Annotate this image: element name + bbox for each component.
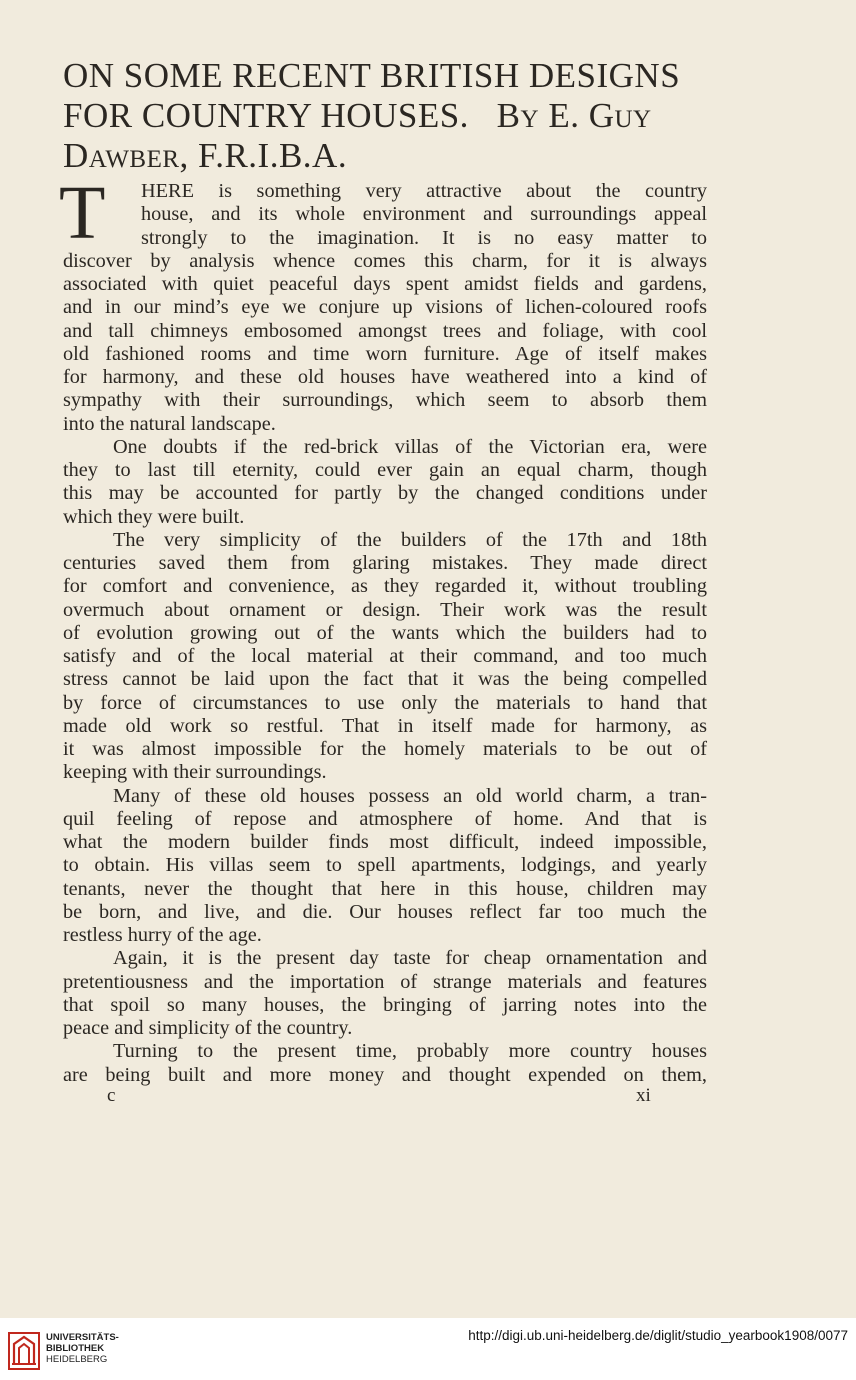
text-line: Again, it is the present day taste for cheap ornamentation and	[113, 947, 707, 970]
text-line: peace and simplicity of the country.	[63, 1017, 353, 1039]
library-name	[46, 1332, 119, 1365]
text-line: by force of circumstances to use only the materials to hand that	[63, 691, 707, 714]
text-line: what the modern builder finds most difficult, indeed impossible,	[63, 831, 707, 853]
text-line: HERE is something very attractive about the country	[141, 180, 707, 202]
text-line: centuries saved them from glaring mistakes. They made direct	[63, 552, 707, 574]
text-line: overmuch about ornament or design. Their work was the result	[63, 598, 707, 621]
article-title	[63, 56, 723, 176]
title-line-2-main: FOR COUNTRY HOUSES.	[63, 96, 469, 135]
text-line: old fashioned rooms and time worn furniture. Age of itself makes	[63, 342, 707, 365]
page-number: xi	[636, 1085, 651, 1106]
text-line: into the natural landscape.	[63, 412, 276, 435]
text-line: Turning to the present time, probably more country houses	[113, 1040, 707, 1063]
text-line: and tall chimneys embosomed amongst trees and foliage, with cool	[63, 319, 707, 342]
text-line: are being built and more money and thought expended on them,	[63, 1063, 707, 1086]
text-line: quil feeling of repose and atmosphere of home. And that is	[63, 807, 707, 830]
text-line: keeping with their surroundings.	[63, 761, 327, 784]
title-author-by: By E. Guy	[496, 96, 652, 135]
text-line: stress cannot be laid upon the fact that it was the being compelled	[63, 668, 707, 691]
text-line: tenants, never the thought that here in this house, children may	[63, 877, 707, 900]
article-body	[59, 171, 707, 1087]
library-name-line-3: HEIDELBERG	[46, 1354, 108, 1365]
text-line: discover by analysis whence comes this charm, for it is always	[63, 249, 707, 272]
drop-cap: T	[59, 171, 106, 255]
text-line: satisfy and of the local material at their command, and too much	[63, 645, 707, 667]
title-line-2	[63, 96, 723, 136]
text-line: Many of these old houses possess an old world charm, a tran-	[113, 784, 707, 807]
source-url-link[interactable]: http://digi.ub.uni-heidelberg.de/diglit/studio_yearbook1908/0077	[468, 1328, 848, 1343]
library-name-line-1: UNIVERSITÄTS-	[46, 1332, 119, 1343]
viewer-footer	[0, 1318, 856, 1380]
text-line: that spoil so many houses, the bringing of jarring notes into the	[63, 993, 707, 1016]
text-line: and in our mind’s eye we conjure up visions of lichen-coloured roofs	[63, 296, 707, 319]
text-line: strongly to the imagination. It is no easy matter to	[141, 226, 707, 249]
text-line: restless hurry of the age.	[63, 924, 262, 946]
text-line: sympathy with their surroundings, which seem to absorb them	[63, 389, 707, 412]
text-line: One doubts if the red-brick villas of the Victorian era, were	[113, 435, 707, 458]
text-line: it was almost impossible for the homely materials to be out of	[63, 738, 707, 760]
text-line: for comfort and convenience, as they regarded it, without troubling	[63, 575, 707, 598]
text-line: for harmony, and these old houses have weathered into a kind of	[63, 366, 707, 388]
text-line: made old work so restful. That in itself made for harmony, as	[63, 714, 707, 737]
library-name-line-2: BIBLIOTHEK	[46, 1343, 105, 1354]
text-line: pretentiousness and the importation of strange materials and features	[63, 970, 707, 993]
text-line: be born, and live, and die. Our houses reflect far too much the	[63, 900, 707, 923]
library-logo-icon	[8, 1332, 40, 1370]
text-line: this may be accounted for partly by the changed conditions under	[63, 482, 707, 505]
text-line: of evolution growing out of the wants which the builders had to	[63, 621, 707, 644]
text-line: house, and its whole environment and surroundings appeal	[141, 203, 707, 226]
text-line: they to last till eternity, could ever gain an equal charm, though	[63, 459, 707, 481]
title-line-1: ON SOME RECENT BRITISH DESIGNS	[63, 56, 681, 95]
title-line-3: Dawber, F.R.I.B.A.	[63, 136, 348, 175]
text-line: which they were built.	[63, 505, 245, 528]
text-line: The very simplicity of the builders of the 17th and 18th	[113, 528, 707, 551]
text-line: associated with quiet peaceful days spent amidst fields and gardens,	[63, 273, 707, 295]
signature-mark: c	[107, 1085, 116, 1106]
text-line: to obtain. His villas seem to spell apartments, lodgings, and yearly	[63, 854, 707, 877]
